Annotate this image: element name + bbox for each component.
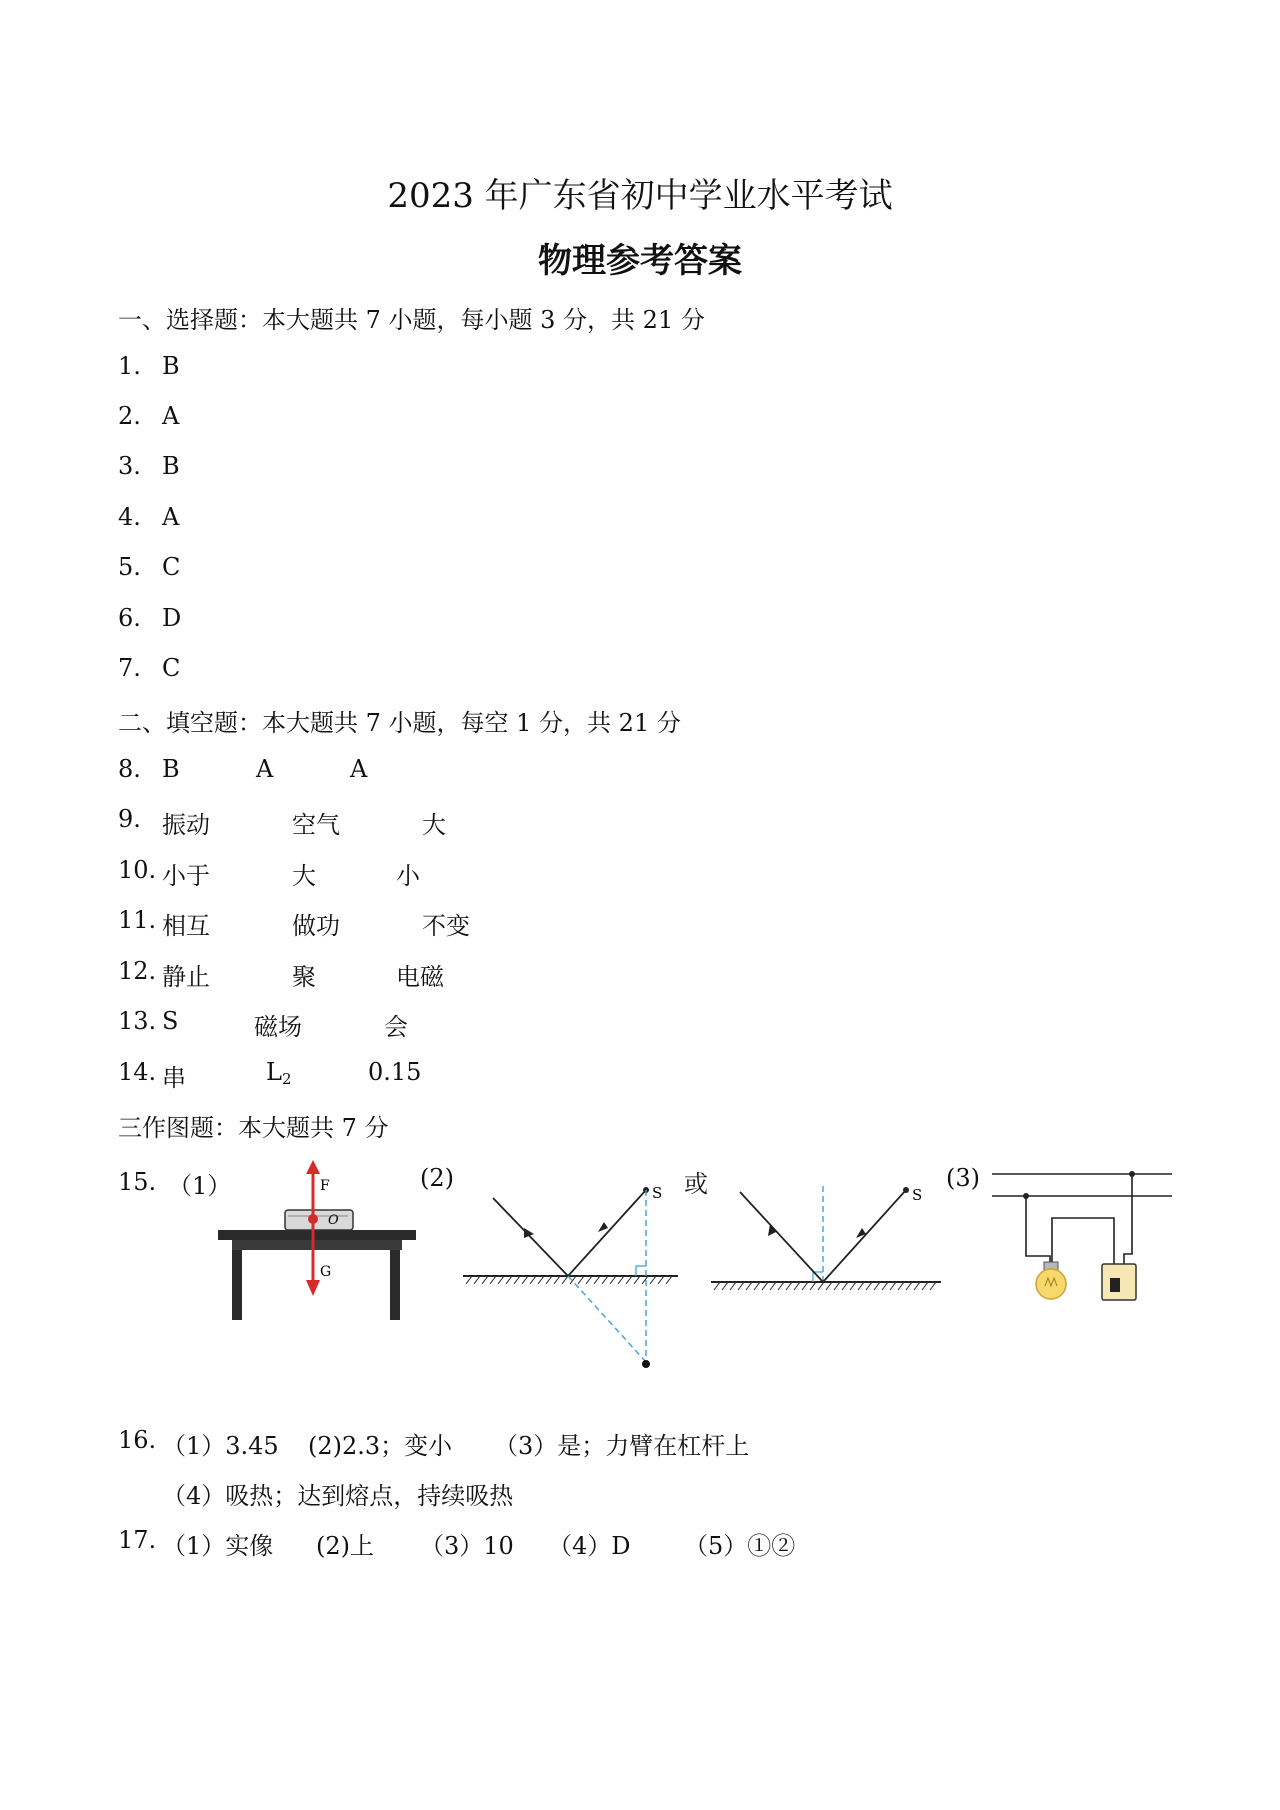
- question-number: 16.: [118, 1426, 157, 1454]
- answer: A: [162, 402, 180, 430]
- question-number: 8.: [118, 755, 141, 783]
- answer: D: [162, 604, 182, 632]
- q16-part-4: （4）吸热；达到熔点，持续吸热: [162, 1482, 514, 1510]
- blank-answer-3: A: [350, 755, 368, 783]
- blank-answer-1: S: [162, 1007, 179, 1035]
- table-leg-right: [390, 1250, 400, 1320]
- question-number: 4.: [118, 503, 141, 531]
- page-subtitle: 物理参考答案: [538, 241, 742, 281]
- blank-answer-2: 空气: [292, 811, 340, 839]
- reflected-ray: [493, 1198, 568, 1276]
- switch-wire-live: [1124, 1174, 1132, 1266]
- q16-part-2: (2)2.3；变小: [308, 1432, 453, 1460]
- force-G-arrowhead: [306, 1280, 320, 1296]
- q17-part-2: (2)上: [316, 1532, 374, 1560]
- section-heading-drawing: 三作图题：本大题共 7 分: [118, 1114, 389, 1142]
- blank-answer-2: 磁场: [254, 1013, 302, 1041]
- reflected-ray: [740, 1192, 823, 1282]
- force-F-arrowhead: [306, 1160, 320, 1174]
- question-number: 2.: [118, 402, 141, 430]
- mirror-hatching: [714, 1282, 936, 1290]
- blank-answer-3: 小: [396, 862, 420, 890]
- q17-part-5: （5）①②: [684, 1532, 796, 1560]
- question-number: 17.: [118, 1526, 157, 1554]
- incident-ray: [568, 1190, 646, 1276]
- question-number: 7.: [118, 654, 141, 682]
- reflection-diagram-image-method: [458, 1160, 688, 1380]
- table-book-force-diagram: [210, 1160, 430, 1330]
- blank-answer-3: 0.15: [368, 1058, 422, 1086]
- blank-answer-3: 会: [384, 1013, 408, 1041]
- blank-answer-1: B: [162, 755, 180, 783]
- blank-answer-1: 小于: [162, 862, 210, 890]
- blank-answer-1: 相互: [162, 912, 210, 940]
- q15-part3-label: (3): [946, 1164, 980, 1192]
- question-number: 11.: [118, 906, 157, 934]
- label-F: F: [320, 1178, 330, 1194]
- household-circuit-diagram: [990, 1166, 1174, 1306]
- question-number: 6.: [118, 604, 141, 632]
- label-G: G: [320, 1264, 332, 1280]
- light-bulb-icon: [1036, 1269, 1066, 1299]
- table-top: [218, 1230, 416, 1240]
- q16-part-3: （3）是；力臂在杠杆上: [494, 1432, 750, 1460]
- question-number: 3.: [118, 452, 141, 480]
- label-O: O: [328, 1213, 339, 1228]
- q16-part-1: （1）3.45: [162, 1432, 279, 1460]
- point-S: [903, 1187, 909, 1193]
- q17-part-1: （1）实像: [162, 1532, 274, 1560]
- image-point-S-prime: [642, 1360, 650, 1368]
- blank-answer-1: 串: [162, 1064, 186, 1092]
- question-number: 14.: [118, 1058, 157, 1086]
- incident-ray-arrowhead: [598, 1222, 608, 1232]
- label-S: S: [652, 1184, 663, 1202]
- lamp-symbol-L: L: [266, 1058, 282, 1086]
- blank-answer-2: A: [256, 755, 274, 783]
- blank-answer-1: 静止: [162, 963, 210, 991]
- section-heading-fill: 二、填空题：本大题共 7 小题，每空 1 分，共 21 分: [118, 709, 681, 737]
- blank-answer-3: 大: [422, 811, 446, 839]
- lamp-switch-wire: [1052, 1218, 1114, 1266]
- q15-part1-label: （1）: [168, 1172, 232, 1200]
- lamp-wire-neutral: [1026, 1196, 1050, 1264]
- table-leg-left: [232, 1250, 242, 1320]
- question-number: 13.: [118, 1007, 157, 1035]
- answer: A: [162, 503, 180, 531]
- q17-part-4: （4）D: [548, 1532, 631, 1560]
- question-number: 10.: [118, 856, 157, 884]
- blank-answer-2: [266, 1058, 291, 1088]
- blank-answer-2: 大: [292, 862, 316, 890]
- q17-part-3: （3）10: [420, 1532, 514, 1560]
- answer: C: [162, 553, 181, 581]
- blank-answer-2: 聚: [292, 963, 316, 991]
- lamp-subscript: 2: [281, 1070, 292, 1088]
- table-apron: [232, 1240, 402, 1250]
- right-angle-mark: [636, 1266, 646, 1276]
- page-title: 2023 年广东省初中学业水平考试: [387, 176, 893, 216]
- q15-number: 15.: [118, 1168, 157, 1196]
- answer: B: [162, 452, 180, 480]
- section-heading-choice: 一、选择题：本大题共 7 小题，每小题 3 分，共 21 分: [118, 306, 705, 334]
- reflection-diagram-normal-method: [706, 1170, 946, 1310]
- blank-answer-2: 做功: [292, 912, 340, 940]
- incident-ray: [823, 1190, 906, 1282]
- blank-answer-3: 不变: [422, 912, 470, 940]
- blank-answer-1: 振动: [162, 811, 210, 839]
- q15-part2-label: (2): [420, 1164, 454, 1192]
- switch-toggle: [1110, 1278, 1120, 1292]
- question-number: 12.: [118, 957, 157, 985]
- q15-or-label: 或: [684, 1170, 708, 1198]
- label-S: S: [912, 1186, 923, 1204]
- answer: B: [162, 352, 180, 380]
- center-of-mass-dot: [308, 1214, 318, 1224]
- answer: C: [162, 654, 181, 682]
- book: [285, 1210, 353, 1230]
- image-ray-dashed: [568, 1276, 646, 1362]
- question-number: 5.: [118, 553, 141, 581]
- question-number: 1.: [118, 352, 141, 380]
- blank-answer-3: 电磁: [396, 963, 444, 991]
- question-number: 9.: [118, 805, 141, 833]
